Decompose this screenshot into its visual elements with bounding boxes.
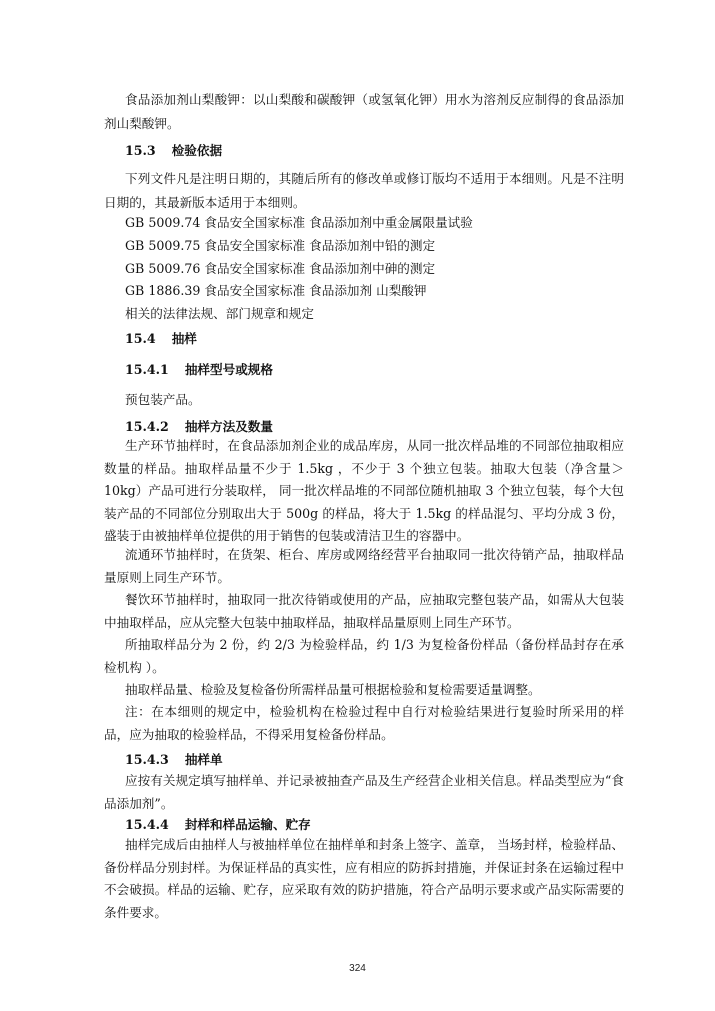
section-number: 15.4	[125, 331, 156, 346]
section-title: 封样和样品运输、贮存	[184, 817, 311, 832]
section-heading-15-4-1	[125, 360, 273, 380]
section-title: 抽样型号或规格	[184, 362, 273, 377]
note-paragraph: 注：在本细则的规定中，检验机构在检验过程中自行对检验结果进行复验时所采用的样品，应为抽取的检验样品，不得采用复检备份样品。	[104, 704, 624, 742]
section-number: 15.3	[125, 143, 156, 158]
section-number: 15.4.2	[125, 419, 169, 434]
section-heading-15-4-4	[125, 815, 311, 835]
standard-item: GB 5009.75 食品安全国家标准 食品添加剂中铅的测定	[125, 238, 436, 253]
section-heading-15-4	[125, 329, 197, 349]
page-number: 324	[349, 963, 366, 974]
basis-intro-paragraph: 下列文件凡是注明日期的，其随后所有的修改单或修订版均不适用于本细则。凡是不注明日期的，其最新版本适用于本细则。	[104, 171, 624, 210]
section-number: 15.4.4	[125, 817, 169, 832]
catering-sampling-paragraph: 餐饮环节抽样时，抽取同一批次待销或使用的产品，应抽取完整包装产品，如需从大包装中抽取样品，应从完整大包装中抽取样品，抽取样品量原则上同生产环节。	[104, 592, 624, 630]
section-title: 抽样方法及数量	[184, 419, 273, 434]
sample-split-paragraph: 所抽取样品分为 2 份，约 2/3 为检验样品，约 1/3 为复检备份样品（备份样品封存在承检机构 ）。	[104, 637, 624, 675]
section-heading-15-4-2	[125, 417, 273, 437]
sample-adjust-paragraph: 抽取样品量、检验及复检备份所需样品量可根据检验和复检需要适量调整。	[125, 682, 541, 697]
section-heading-15-3	[125, 141, 222, 161]
standard-item: GB 5009.76 食品安全国家标准 食品添加剂中砷的测定	[125, 261, 436, 276]
section-title: 抽样单	[184, 752, 223, 767]
definition-paragraph: 食品添加剂山梨酸钾：以山梨酸和碳酸钾（或氢氧化钾）用水为溶剂反应制得的食品添加剂山梨酸钾。	[104, 92, 624, 131]
standard-item: GB 1886.39 食品安全国家标准 食品添加剂 山梨酸钾	[125, 283, 427, 298]
standard-item: 相关的法律法规、部门规章和规定	[125, 306, 314, 321]
prepack-paragraph: 预包装产品。	[125, 392, 201, 407]
circulation-sampling-paragraph: 流通环节抽样时，在货架、柜台、库房或网络经营平台抽取同一批次待销产品，抽取样品量原则上同生产环节。	[104, 547, 624, 585]
standard-item: GB 5009.74 食品安全国家标准 食品添加剂中重金属限量试验	[125, 215, 473, 230]
section-title: 抽样	[171, 331, 197, 346]
section-number: 15.4.3	[125, 752, 169, 767]
section-heading-15-4-3	[125, 750, 223, 770]
sealing-paragraph: 抽样完成后由抽样人与被抽样单位在抽样单和封条上签字、盖章， 当场封样，检验样品、备份样品分别封样。为保证样品的真实性，应有相应的防拆封措施，并保证封条在运输过程中不会破损。样品的运输、贮存，应采取有效的防护措施，符合产品明示要求或产品实际需要的条件要求。	[104, 837, 624, 920]
sampling-form-paragraph: 应按有关规定填写抽样单、并记录被抽查产品及生产经营企业相关信息。样品类型应为“食品添加剂”。	[104, 773, 624, 811]
production-sampling-paragraph: 生产环节抽样时，在食品添加剂企业的成品库房，从同一批次样品堆的不同部位抽取相应数量的样品。抽取样品量不少于 1.5kg ，不少于 3 个独立包装。抽取大包装（净含量＞10kg）产品可进行分装取样， 同一批次样品堆的不同部位随机抽取 3 个独立包装，每个大包装产品的不同部位分别取出大于 500g 的样品，将大于 1.5kg 的样品混匀、平均分成 3 份，盛装于由被抽样单位提供的用于销售的包装或清洁卫生的容器中。	[104, 438, 624, 543]
section-number: 15.4.1	[125, 362, 169, 377]
section-title: 检验依据	[171, 143, 223, 158]
